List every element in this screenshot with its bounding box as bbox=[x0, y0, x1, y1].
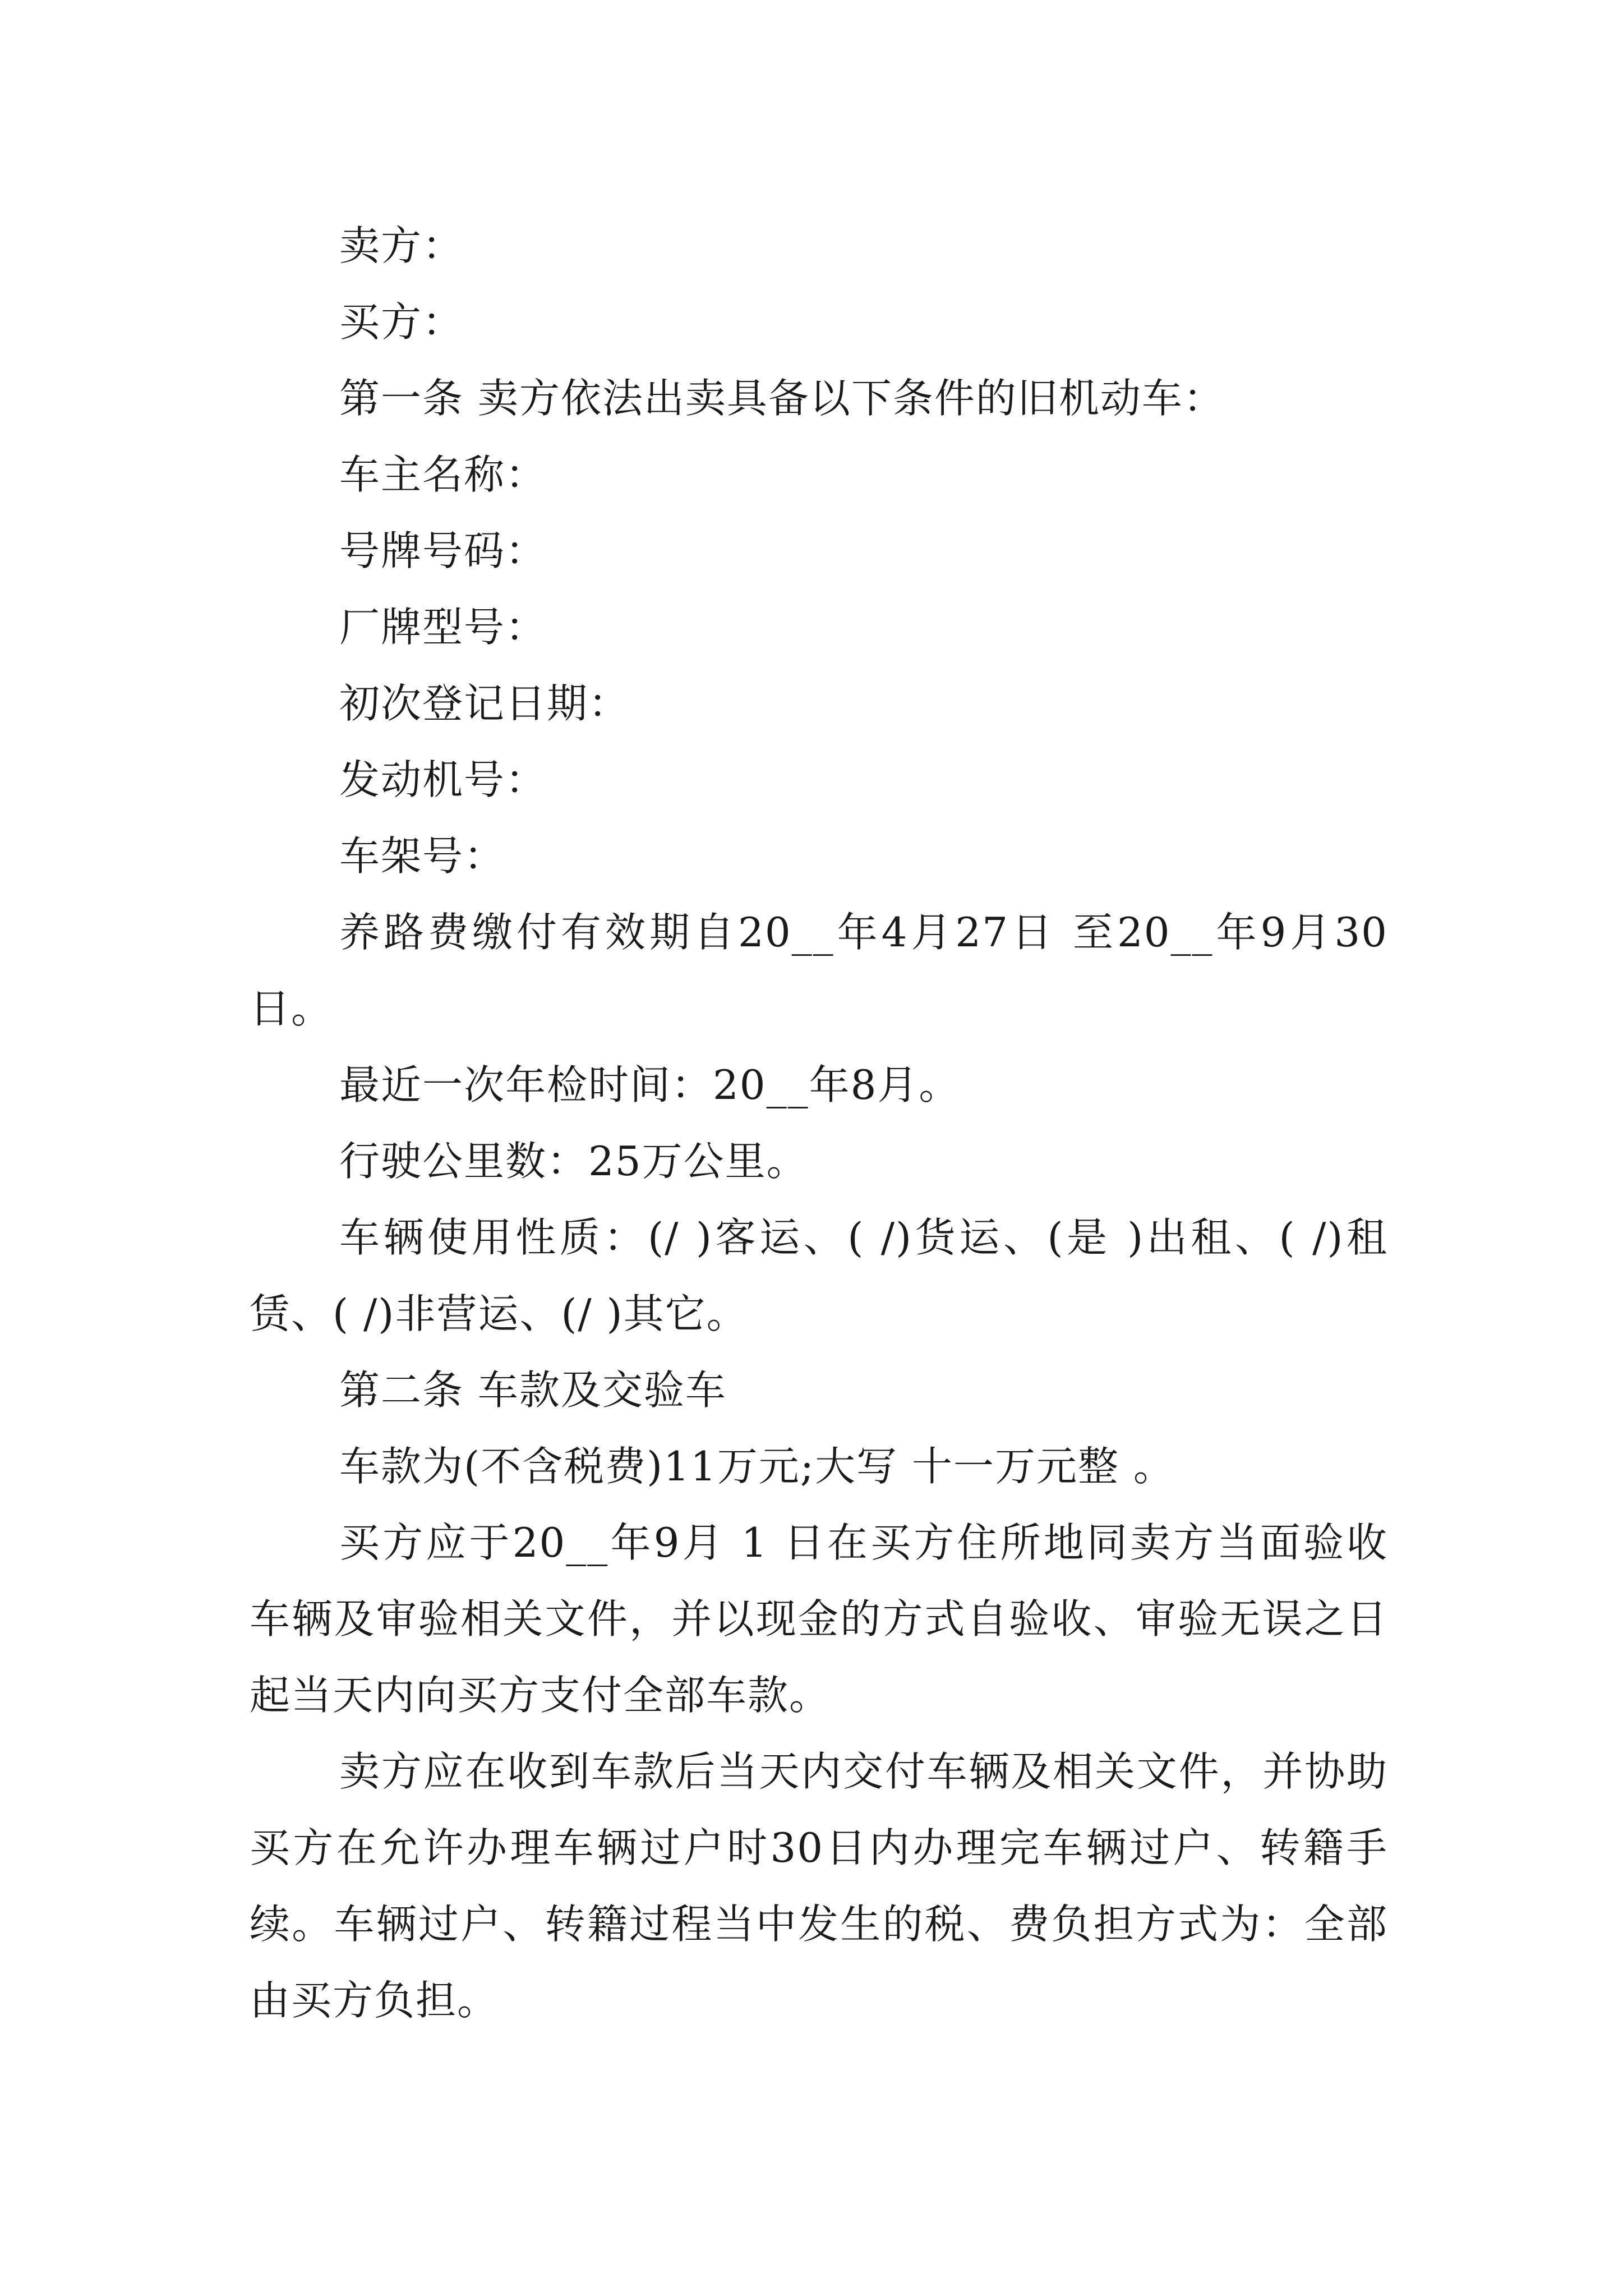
brand-model-line: 厂牌型号： bbox=[339, 604, 547, 651]
frame-number-line: 车架号： bbox=[339, 832, 506, 880]
article-one-heading: 第一条 卖方依法出卖具备以下条件的旧机动车： bbox=[339, 375, 1225, 422]
engine-number-line: 发动机号： bbox=[339, 756, 547, 803]
payment-paragraph: 买方应于20__年9月 1 日在买方住所地同卖方当面验收车辆及审验相关文件，并以现金的方式自验收、审验无误之日起当天内向买方支付全部车款。 bbox=[250, 1519, 1388, 1719]
registration-date-line: 初次登记日期： bbox=[339, 680, 630, 727]
delivery-paragraph: 卖方应在收到车款后当天内交付车辆及相关文件，并协助买方在允许办理车辆过户时30日内办理完车辆过户、转籍手续。车辆过户、转籍过程当中发生的税、费负担方式为：全部由买方负担。 bbox=[250, 1748, 1388, 2024]
article-two-heading: 第二条 车款及交验车 bbox=[339, 1366, 727, 1414]
owner-name-line: 车主名称： bbox=[339, 451, 547, 498]
mileage-line: 行驶公里数：25万公里。 bbox=[339, 1138, 808, 1185]
price-line: 车款为(不含税费)11万元;大写 十一万元整 。 bbox=[339, 1443, 1175, 1490]
road-fee-paragraph: 养路费缴付有效期自20__年4月27日 至20__年9月30日。 bbox=[250, 909, 1388, 1032]
annual-inspection-line: 最近一次年检时间：20__年8月。 bbox=[339, 1061, 961, 1108]
plate-number-line: 号牌号码： bbox=[339, 527, 547, 574]
seller-line: 卖方： bbox=[339, 222, 464, 269]
usage-type-paragraph: 车辆使用性质：(/ )客运、( /)货运、(是 )出租、( /)租赁、( /)非营运、(/ )其它。 bbox=[250, 1214, 1388, 1337]
buyer-line: 买方： bbox=[339, 298, 464, 346]
document-body bbox=[250, 208, 1388, 2039]
